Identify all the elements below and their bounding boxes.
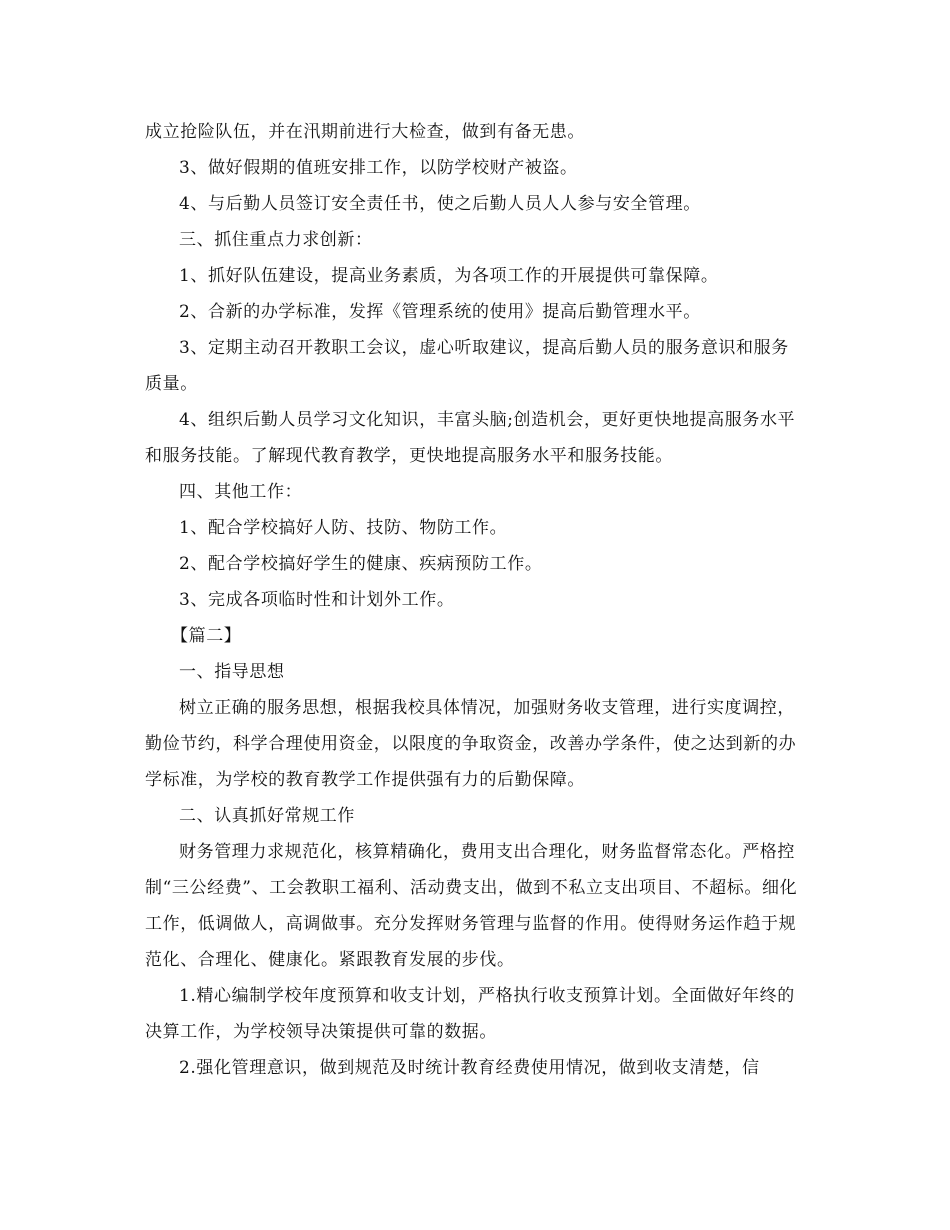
paragraph: 2.强化管理意识，做到规范及时统计教育经费使用情况，做到收支清楚，信 [179,1058,760,1078]
part-title: 【篇二】 [171,626,242,646]
paragraph: 3、做好假期的值班安排工作，以防学校财产被盗。 [179,158,578,178]
paragraph: 1.精心编制学校年度预算和收支计划，严格执行收支预算计划。全面做好年终的决算工作，为学校领导决策提供可靠的数据。 [145,986,795,1042]
section-heading: 四、其他工作： [179,482,303,502]
section-heading: 二、认真抓好常规工作 [179,806,355,826]
paragraph: 4、组织后勤人员学习文化知识，丰富头脑;创造机会，更好更快地提高服务水平和服务技能。了解现代教育教学，更快地提高服务水平和服务技能。 [145,410,796,466]
paragraph: 2、配合学校搞好学生的健康、疾病预防工作。 [179,554,543,574]
paragraph: 3、完成各项临时性和计划外工作。 [179,590,455,610]
paragraph: 成立抢险队伍，并在汛期前进行大检查，做到有备无患。 [145,122,585,142]
paragraph: 3、定期主动召开教职工会议，虚心听取建议，提高后勤人员的服务意识和服务质量。 [145,338,789,394]
paragraph: 4、与后勤人员签订安全责任书，使之后勤人员人人参与安全管理。 [179,194,701,214]
paragraph: 树立正确的服务思想，根据我校具体情况，加强财务收支管理，进行实度调控，勤俭节约，科学合理使用资金，以限度的争取资金，改善办学条件，使之达到新的办学标准，为学校的教育教学工作提供强有力的后勤保障。 [145,698,797,790]
paragraph: 财务管理力求规范化，核算精确化，费用支出合理化，财务监督常态化。严格控制“三公经费”、工会教职工福利、活动费支出，做到不私立支出项目、不超标。细化工作，低调做人，高调做事。充分发挥财务管理与监督的作用。使得财务运作趋于规范化、合理化、健康化。紧跟教育发展的步伐。 [145,842,798,970]
section-heading: 三、抓住重点力求创新： [179,230,373,250]
section-heading: 一、指导思想 [179,662,285,682]
document-body [145,114,805,1086]
paragraph: 2、合新的办学标准，发挥《管理系统的使用》提高后勤管理水平。 [179,302,701,322]
paragraph: 1、配合学校搞好人防、技防、物防工作。 [179,518,508,538]
paragraph: 1、抓好队伍建设，提高业务素质，为各项工作的开展提供可靠保障。 [179,266,719,286]
